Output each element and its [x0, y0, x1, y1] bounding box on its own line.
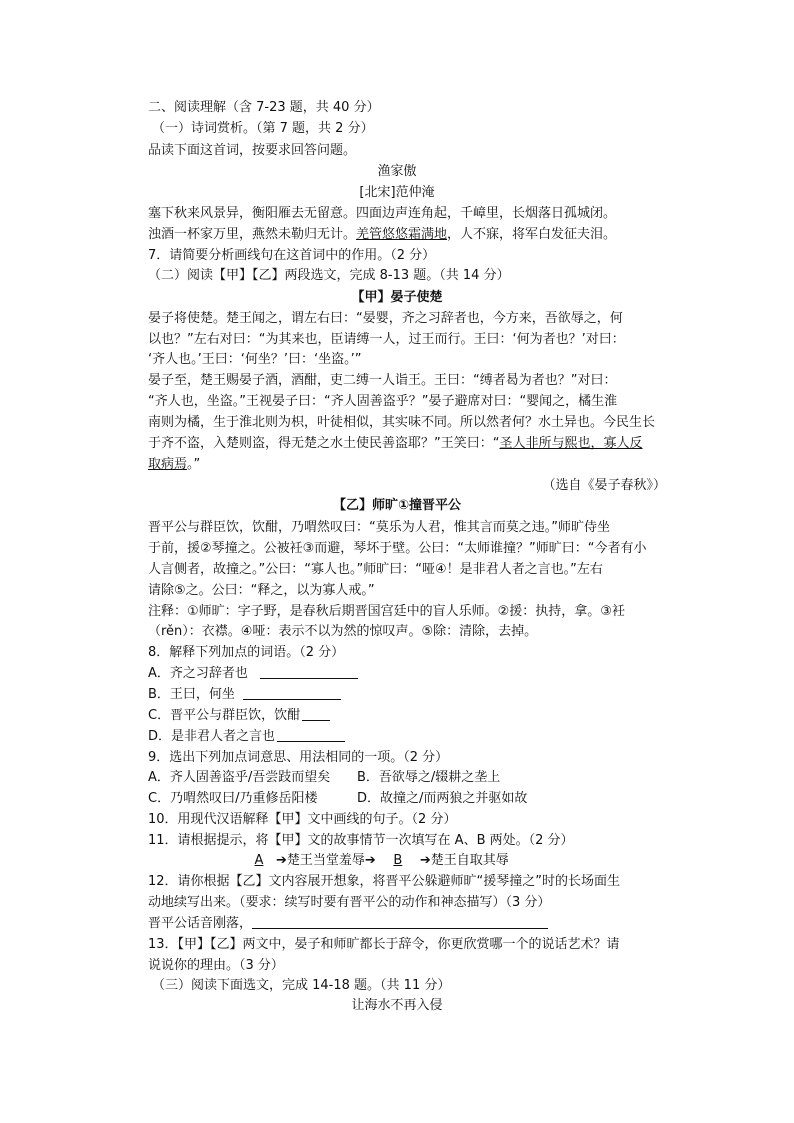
- question-12-line-1: 12．请你根据【乙】文内容展开想象，将晋平公躲避师旷“援琴撞之”时的长场面生: [148, 874, 621, 889]
- part1-instruction: 品读下面这首词，按要求回答问题。: [148, 143, 357, 158]
- passage-b-line-4: 请除⑤之。公曰：“释之，以为寡人戒。”: [148, 583, 375, 598]
- flow-blank-a[interactable]: A: [254, 853, 264, 868]
- passage-b-line-1: 晋平公与群臣饮，饮酣，乃喟然叹曰：“莫乐为人君，惟其言而莫之违。”师旷侍坐: [148, 520, 610, 535]
- passage-b-title: 【乙】师旷①撞晋平公: [332, 498, 461, 513]
- passage-a-title: 【甲】晏子使楚: [351, 290, 443, 305]
- arrow-icon: ➔: [364, 853, 376, 868]
- question-12-line-2: 动地续写出来。（要求：续写时要有晋平公的动作和神态描写）（3 分）: [148, 895, 551, 910]
- notes-line-1: 注释：①师旷：字子野，是春秋后期晋国宫廷中的盲人乐师。②援：执持，拿。③衽: [148, 604, 625, 619]
- answer-blank[interactable]: [243, 685, 341, 700]
- poem-line-2: 浊酒一杯家万里，燕然未勒归无计。羌管悠悠霜满地，人不寐，将军白发征夫泪。: [148, 227, 617, 242]
- q8-item-c: C．晋平公与群臣饮，饮酣: [148, 706, 330, 726]
- q9-option-a: A．齐人固善盗乎/吾尝跂而望矣: [148, 770, 331, 785]
- passage-a-line-4: 晏子至，楚王赐晏子酒，酒酣，吏二缚一人诣王。王曰：“缚者曷为者也？”对曰：: [148, 373, 617, 388]
- q11-flow: A ➔楚王当堂羞辱➔ B ➔楚王自取其辱: [242, 851, 509, 871]
- q8-item-a: A．齐之习辞者也: [148, 664, 358, 684]
- question-13-line-2: 说说你的理由。（3 分）: [148, 958, 284, 973]
- q8-item-d: D．是非君人者之言也: [148, 727, 345, 747]
- answer-blank[interactable]: [252, 914, 548, 929]
- flow-blank-b[interactable]: B: [393, 853, 403, 868]
- passage-a-line-7: 于齐不盗，入楚则盗，得无楚之水土使民善盗耶？”王笑曰：“圣人非所与熙也，寡人反: [148, 436, 643, 451]
- arrow-icon: ➔: [276, 853, 287, 868]
- answer-blank[interactable]: [302, 706, 330, 721]
- subsection-1-title: （一）诗词赏析。（第 7 题，共 2 分）: [152, 121, 374, 136]
- question-7: 7．请简要分析画线句在这首词中的作用。（2 分）: [148, 248, 436, 263]
- subsection-3-title: （三）阅读下面选文，完成 14-18 题。（共 11 分）: [152, 978, 451, 993]
- underlined-sentence-part2: 取病焉: [148, 457, 188, 472]
- passage-a-line-6: 南则为橘，生于淮北则为枳，叶徒相似，其实味不同。所以然者何？水土异也。今民生长: [148, 415, 656, 430]
- question-10: 10．用现代汉语解释【甲】文中画线的句子。（2 分）: [148, 812, 457, 827]
- answer-blank[interactable]: [277, 727, 345, 742]
- underlined-poem-phrase: 羌管悠悠霜满地: [356, 227, 448, 242]
- underlined-sentence-part1: 圣人非所与熙也，寡人反: [499, 436, 643, 451]
- q9-option-c: C．乃喟然叹曰/乃重修岳阳楼: [148, 791, 318, 806]
- poem-title: 渔家傲: [377, 164, 417, 179]
- q9-option-d: D．故撞之/而两狼之并驱如故: [357, 791, 528, 806]
- answer-blank[interactable]: [260, 664, 358, 679]
- passage-b-line-2: 于前，援②琴撞之。公被衽③而避，琴坏于壁。公曰：“太师谁撞？”师旷曰：“今者有小: [148, 541, 647, 556]
- passage-a-line-1: 晏子将使楚。楚王闻之，谓左右曰：“晏婴，齐之习辞者也，今方来，吾欲辱之，何: [148, 311, 623, 326]
- passage-a-line-8: 取病焉。”: [148, 457, 201, 472]
- section-title: 二、阅读理解（含 7-23 题，共 40 分）: [148, 100, 380, 115]
- question-9: 9．选出下列加点词意思、用法相同的一项。（2 分）: [148, 750, 449, 765]
- passage-a-line-2: 以也？”左右对曰：“为其来也，臣请缚一人，过王而行。王曰：‘何为者也？’对曰：: [148, 332, 625, 347]
- question-11: 11．请根据提示，将【甲】文的故事情节一次填写在 A、B 两处。（2 分）: [148, 833, 574, 848]
- subsection-2-title: （二）阅读【甲】【乙】两段选文，完成 8-13 题。（共 14 分）: [148, 268, 510, 283]
- passage-a-line-5: “齐人也，坐盗。”王视晏子曰：“齐人固善盗乎？”晏子避席对曰：“婴闻之，橘生淮: [148, 394, 618, 409]
- arrow-icon: ➔: [419, 853, 431, 868]
- q12-answer-line: 晋平公话音刚落，: [148, 914, 548, 934]
- poem-line-1: 塞下秋来风景异，衡阳雁去无留意。四面边声连角起，千嶂里，长烟落日孤城闭。: [148, 206, 617, 221]
- notes-line-2: （rěn）：衣襟。④哑：表示不以为然的惊叹声。⑤除：清除，去掉。: [148, 624, 538, 639]
- q9-option-b: B．吾欲辱之/辍耕之垄上: [357, 770, 501, 785]
- passage-a-line-3: ‘齐人也。’王曰：‘何坐？’曰：‘坐盗。’”: [148, 352, 362, 367]
- poem-author: [北宋]范仲淹: [359, 185, 435, 200]
- passage-b-line-3: 人言侧者，故撞之。”公曰：“寡人也。”师旷曰：“哑④！是非君人者之言也。”左右: [148, 562, 603, 577]
- passage-3-title: 让海水不再入侵: [351, 998, 443, 1013]
- passage-a-source: （选自《晏子春秋》）: [542, 478, 666, 493]
- question-8: 8．解释下列加点的词语。（2 分）: [148, 645, 345, 660]
- q8-item-b: B．王曰，何坐: [148, 685, 341, 705]
- question-13-line-1: 13．【甲】【乙】两文中，晏子和师旷都长于辞令，你更欣赏哪一个的说话艺术？请: [148, 937, 620, 952]
